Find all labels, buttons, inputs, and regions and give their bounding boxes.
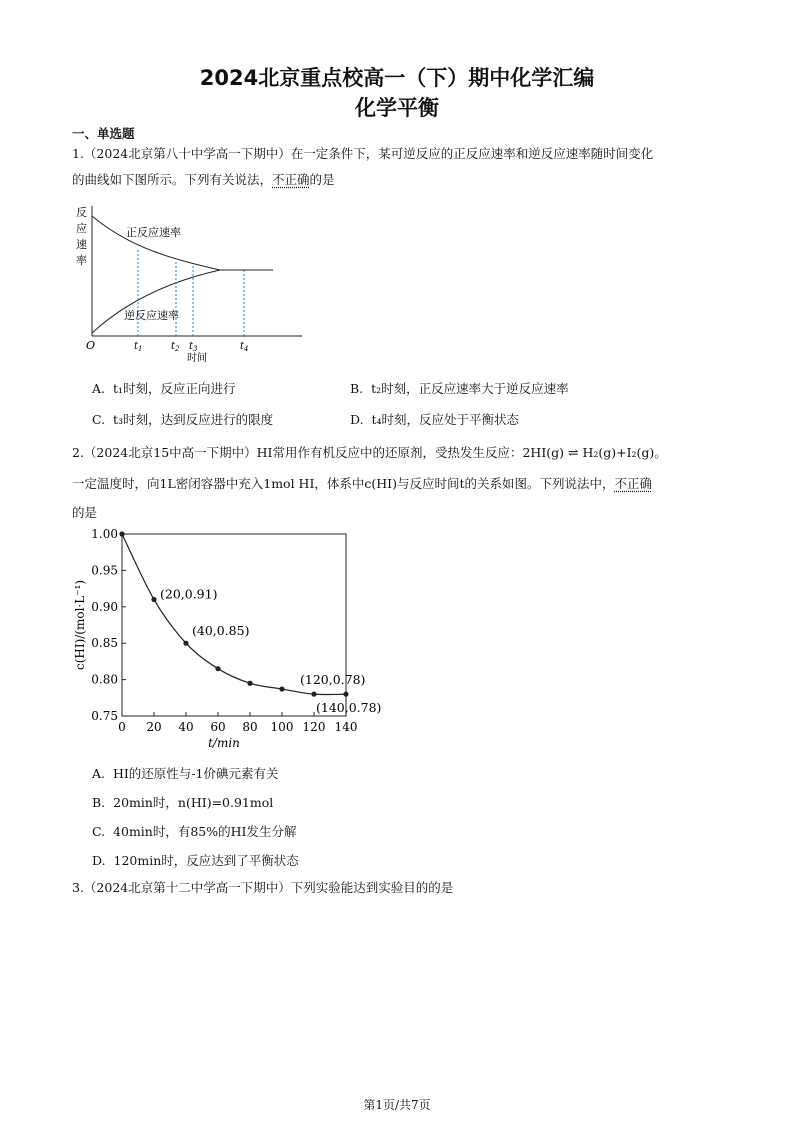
q1-option-c[interactable]: C. t₃时刻，达到反应进行的限度 <box>92 412 274 427</box>
data-point-7 <box>343 692 348 697</box>
q1-forward-label: 正反应速率 <box>126 226 181 239</box>
q1-ylabel-3: 率 <box>76 254 87 267</box>
annotation-0: (20,0.91) <box>160 586 218 602</box>
q1-option-a[interactable]: A. t₁时刻，反应正向进行 <box>92 381 236 396</box>
q2-option-a[interactable]: A. HI的还原性与-1价碘元素有关 <box>92 766 279 781</box>
data-point-4 <box>247 681 252 686</box>
x-tick-label-5: 100 <box>270 720 294 734</box>
q1-emphasis: 不正确 <box>272 172 310 187</box>
q1-option-d[interactable]: D. t₄时刻，反应处于平衡状态 <box>350 412 520 427</box>
q1-rate-figure <box>70 198 310 366</box>
data-point-2 <box>183 641 188 646</box>
x-tick-label-7: 140 <box>334 720 358 734</box>
data-point-6 <box>311 692 316 697</box>
y-tick-label-0: 1.00 <box>91 527 118 541</box>
y-tick-label-5: 0.75 <box>91 709 118 723</box>
q2-stem-line1: 2.（2024北京15中高一下期中）HI常用作有机反应中的还原剂，受热发生反应：2HI(g) ⇌ H₂(g)+I₂(g)。 <box>72 445 667 460</box>
x-tick-label-4: 80 <box>242 720 258 734</box>
data-point-3 <box>215 666 220 671</box>
q2-stem-line3: 的是 <box>72 505 98 520</box>
q2-stem-line2: 一定温度时，向1L密闭容器中充入1mol HI，体系中c(HI)与反应时间t的关系如图。下列说法中，不正确 <box>72 476 653 491</box>
q1-ylabel-2: 速 <box>76 238 87 251</box>
y-tick-label-3: 0.85 <box>91 636 118 651</box>
q1-option-b[interactable]: B. t₂时刻，正反应速率大于逆反应速率 <box>350 381 569 396</box>
annotation-2: (120,0.78) <box>300 672 366 688</box>
x-tick-label-3: 60 <box>210 720 226 734</box>
q1-origin: O <box>86 339 96 352</box>
q1-tick-t2: $t_2$ <box>171 341 180 353</box>
q2-option-b[interactable]: B. 20min时，n(HI)=0.91mol <box>92 795 274 810</box>
q2-emphasis: 不正确 <box>614 476 653 491</box>
y-tick-label-2: 0.90 <box>91 599 118 614</box>
data-point-1 <box>151 597 156 602</box>
x-tick-label-1: 20 <box>146 720 162 734</box>
data-point-0 <box>119 531 124 536</box>
document-title: 2024北京重点校高一（下）期中化学汇编 <box>199 66 595 90</box>
q3-stem-line1: 3.（2024北京第十二中学高一下期中）下列实验能达到实验目的的是 <box>72 880 454 895</box>
q1-ylabel-0: 反 <box>76 206 87 219</box>
y-axis-label: c(HI)/(mol·L⁻¹) <box>73 579 87 671</box>
q2-option-d[interactable]: D. 120min时，反应达到了平衡状态 <box>92 853 299 868</box>
q1-tick-t4: $t_4$ <box>240 341 249 353</box>
annotation-3: (140,0.78) <box>316 700 382 716</box>
x-tick-label-0: 0 <box>118 720 126 734</box>
q1-tick-t3: $t_3$ <box>189 341 198 353</box>
x-tick-label-2: 40 <box>178 720 194 734</box>
q1-tick-t1: $t_1$ <box>134 341 143 353</box>
q1-forward-curve <box>92 216 273 270</box>
annotation-1: (40,0.85) <box>192 623 250 639</box>
page-footer: 第1页/共7页 <box>363 1098 431 1112</box>
q1-stem-line2: 的曲线如下图所示。下列有关说法，不正确的是 <box>72 172 335 187</box>
x-tick-label-6: 120 <box>302 720 326 734</box>
section-heading: 一、单选题 <box>72 126 135 141</box>
q2-chart <box>70 527 382 754</box>
data-point-5 <box>279 686 284 691</box>
y-tick-label-4: 0.80 <box>91 672 118 687</box>
q1-stem-line1: 1.（2024北京第八十中学高一下期中）在一定条件下，某可逆反应的正反应速率和逆反应速率随时间变化 <box>72 146 654 161</box>
q1-ylabel-1: 应 <box>76 222 87 235</box>
q2-option-c[interactable]: C. 40min时，有85%的HI发生分解 <box>92 824 297 839</box>
q1-reverse-curve <box>92 270 220 333</box>
q1-xlabel: 时间 <box>187 353 207 364</box>
q1-reverse-label: 逆反应速率 <box>124 309 179 322</box>
document-subtitle: 化学平衡 <box>355 96 439 120</box>
x-axis-label: t/min <box>208 736 240 750</box>
series-line <box>122 534 346 695</box>
y-tick-label-1: 0.95 <box>91 563 118 578</box>
